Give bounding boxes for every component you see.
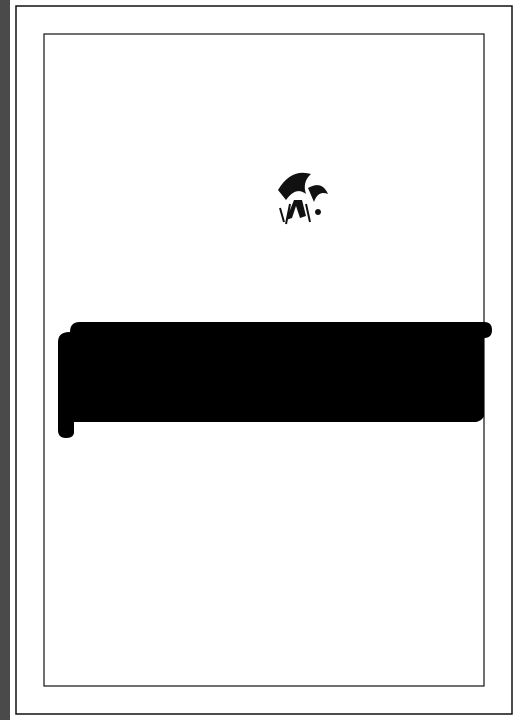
title-banner <box>56 318 492 440</box>
scan-gutter <box>0 0 10 720</box>
ummto-logo-icon <box>256 160 346 246</box>
